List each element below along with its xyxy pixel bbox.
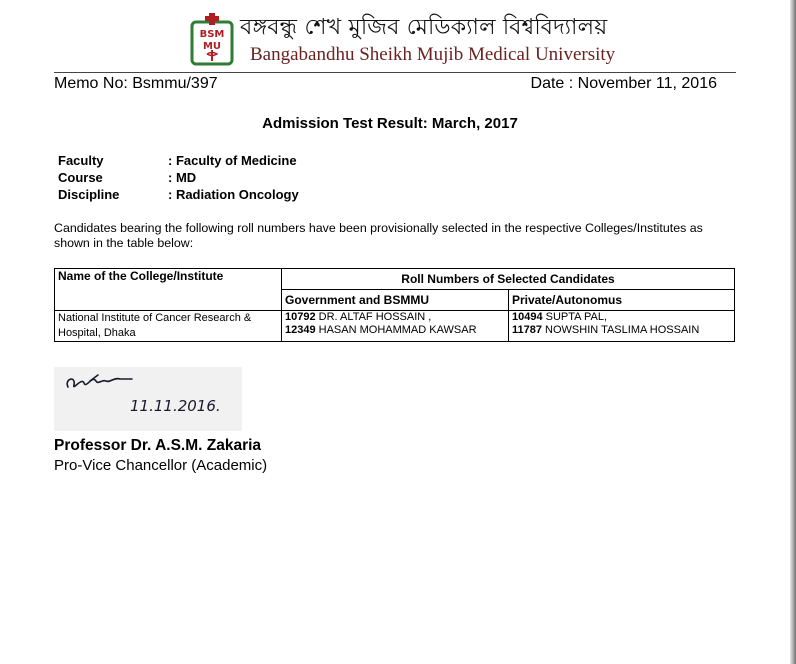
signature-image — [54, 367, 242, 431]
roll-number: 10792 — [285, 311, 316, 323]
roll-number: 12349 — [285, 324, 316, 336]
candidate-entry — [512, 311, 731, 324]
candidate-entry — [285, 324, 505, 337]
signer-title: Pro-Vice Chancellor (Academic) — [54, 457, 268, 474]
handwritten-signature — [54, 367, 242, 431]
header-divider — [54, 72, 736, 73]
university-name-english: Bangabandhu Sheikh Mujib Medical University — [250, 44, 616, 65]
signer-name: Professor Dr. A.S.M. Zakaria — [54, 437, 262, 454]
svg-text:MU: MU — [202, 41, 222, 52]
results-table — [54, 268, 735, 342]
memo-number: Memo No: Bsmmu/397 — [54, 75, 218, 92]
handwritten-date: 11.11.2016. — [130, 397, 221, 415]
college-column-header: Name of the College/Institute — [55, 269, 282, 311]
admission-meta — [58, 153, 299, 204]
government-candidates — [282, 311, 509, 342]
meta-row-faculty — [58, 153, 299, 170]
candidate-name: NOWSHIN TASLIMA HOSSAIN — [545, 324, 700, 336]
private-candidates — [509, 311, 735, 342]
meta-row-discipline — [58, 187, 299, 204]
candidate-name: HASAN MOHAMMAD KAWSAR — [318, 324, 477, 336]
table-row — [55, 311, 735, 342]
roll-number: 11787 — [512, 324, 542, 336]
candidate-name: DR. ALTAF HOSSAIN , — [318, 311, 432, 323]
roll-number: 10494 — [512, 311, 543, 323]
college-name: National Institute of Cancer Research & Hospital, Dhaka — [55, 311, 282, 342]
faculty-label: Faculty — [58, 153, 104, 168]
candidate-entry — [512, 324, 731, 337]
government-column-header: Government and BSMMU — [282, 290, 509, 311]
university-logo — [190, 12, 234, 66]
page-edge-shadow — [790, 0, 796, 664]
private-column-header: Private/Autonomus — [509, 290, 735, 311]
svg-text:BSM: BSM — [199, 29, 225, 40]
candidate-entry — [285, 311, 505, 324]
faculty-value: : Faculty of Medicine — [168, 153, 297, 168]
university-name-bangla: বঙ্গবন্ধু শেখ মুজিব মেডিক্যাল বিশ্ববিদ্যালয় — [240, 15, 608, 40]
intro-paragraph: Candidates bearing the following roll numbers have been provisionally selected in the respective Colleges/Institutes as shown in the table below: — [54, 221, 703, 250]
roll-numbers-header: Roll Numbers of Selected Candidates — [282, 269, 735, 290]
course-label: Course — [58, 170, 103, 185]
candidate-name: SUPTA PAL, — [545, 311, 607, 323]
course-value: : MD — [168, 170, 197, 185]
document-heading: Admission Test Result: March, 2017 — [262, 115, 518, 132]
discipline-value: : Radiation Oncology — [168, 187, 299, 202]
meta-row-course — [58, 170, 299, 187]
discipline-label: Discipline — [58, 187, 120, 202]
memo-date: Date : November 11, 2016 — [530, 75, 717, 92]
